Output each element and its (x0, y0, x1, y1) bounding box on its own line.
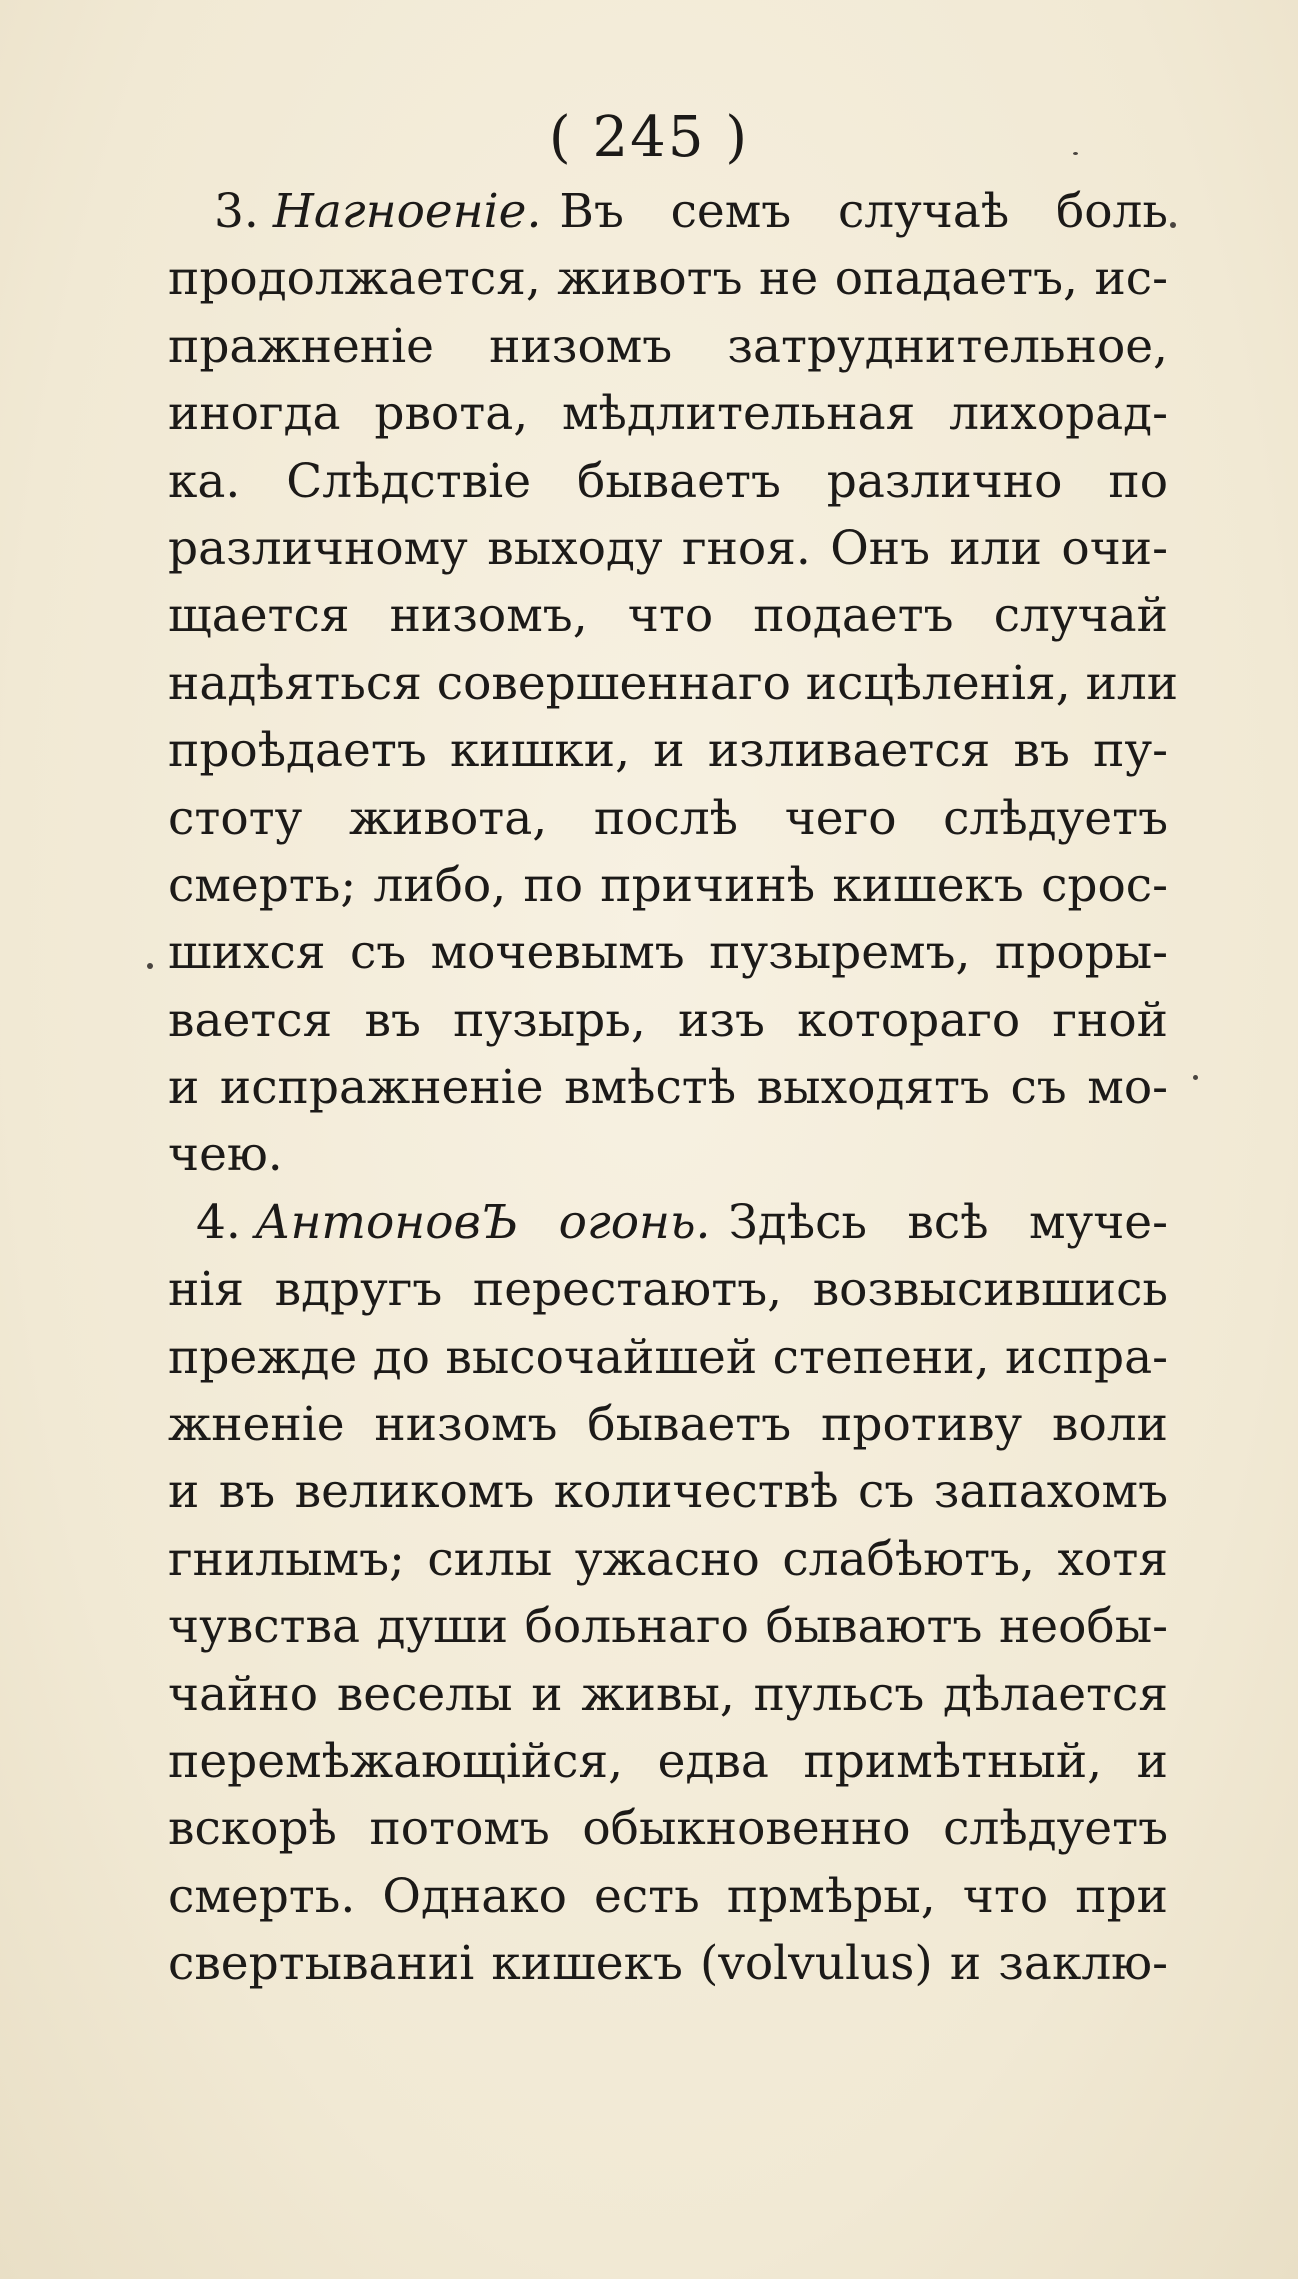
text-line: жненiе низомъ бываетъ противу воли (168, 1397, 1168, 1453)
text-line: ка. Слѣдствiе бываетъ различно по (168, 453, 1168, 509)
ink-speck (1170, 222, 1176, 228)
text-line: перемѣжающiйся, едва примѣтный, и (168, 1733, 1168, 1789)
text-line: и испражненiе вмѣстѣ выходятъ съ мо- (168, 1060, 1168, 1116)
text-line: продолжается, животъ не опадаетъ, ис- (168, 251, 1168, 307)
page-number: ( 245 ) (548, 105, 750, 170)
text-line: и въ великомъ количествѣ съ запахомъ (168, 1464, 1168, 1520)
paragraph-heading: АнтоновЪ огонь. (254, 1194, 711, 1250)
text-line: пражненiе низомъ затруднительное, (168, 318, 1168, 374)
text-line: Здѣсь всѣ муче- (728, 1194, 1168, 1250)
paragraph-4-first-line (168, 1189, 1168, 1256)
text-line: щается низомъ, что подаетъ случай (168, 588, 1168, 644)
text-line: Въ семъ случаѣ боль (559, 184, 1168, 239)
text-line: прежде до высочайшей степени, испра- (168, 1329, 1168, 1385)
text-line: иногда рвота, мѣдлительная лихорад- (168, 386, 1168, 442)
text-line: чайно веселы и живы, пульсъ дѣлается (168, 1666, 1168, 1722)
text-line: различному выходу гноя. Онъ или очи- (168, 520, 1168, 576)
ink-speck (1073, 152, 1078, 155)
text-line: стоту живота, послѣ чего слѣдуетъ (168, 790, 1168, 846)
text-line: смерть. Однако есть прмѣры, что при (168, 1868, 1168, 1924)
paragraph-3-first-line (168, 178, 1168, 245)
text-line: вается въ пузырь, изъ котораго гной (168, 992, 1168, 1048)
text-line: нiя вдругъ перестаютъ, возвысившись (168, 1262, 1168, 1318)
text-line: свертываниi кишекъ (volvulus) и заклю- (168, 1936, 1168, 1992)
text-line: шихся съ мочевымъ пузыремъ, проры- (168, 925, 1168, 981)
paragraph-heading: Нагноенiе. (272, 184, 542, 239)
text-line: чею. (168, 1127, 283, 1183)
ink-speck (1193, 1075, 1198, 1080)
text-line: надѣяться совершеннаго исцѣленiя, или (168, 655, 1179, 711)
ink-speck (147, 963, 153, 969)
text-line: гнилымъ; силы ужасно слабѣютъ, хотя (168, 1531, 1168, 1587)
text-line: проѣдаетъ кишки, и изливается въ пу- (168, 723, 1168, 779)
paragraph-number: 3. (214, 184, 259, 239)
text-line: вскорѣ потомъ обыкновенно слѣдуетъ (168, 1801, 1168, 1857)
text-line: чувства души больнаго бываютъ необы- (168, 1599, 1168, 1655)
body-text (168, 178, 1179, 1998)
text-line: смерть; либо, по причинѣ кишекъ срос- (168, 857, 1168, 913)
paragraph-number: 4. (196, 1194, 241, 1250)
